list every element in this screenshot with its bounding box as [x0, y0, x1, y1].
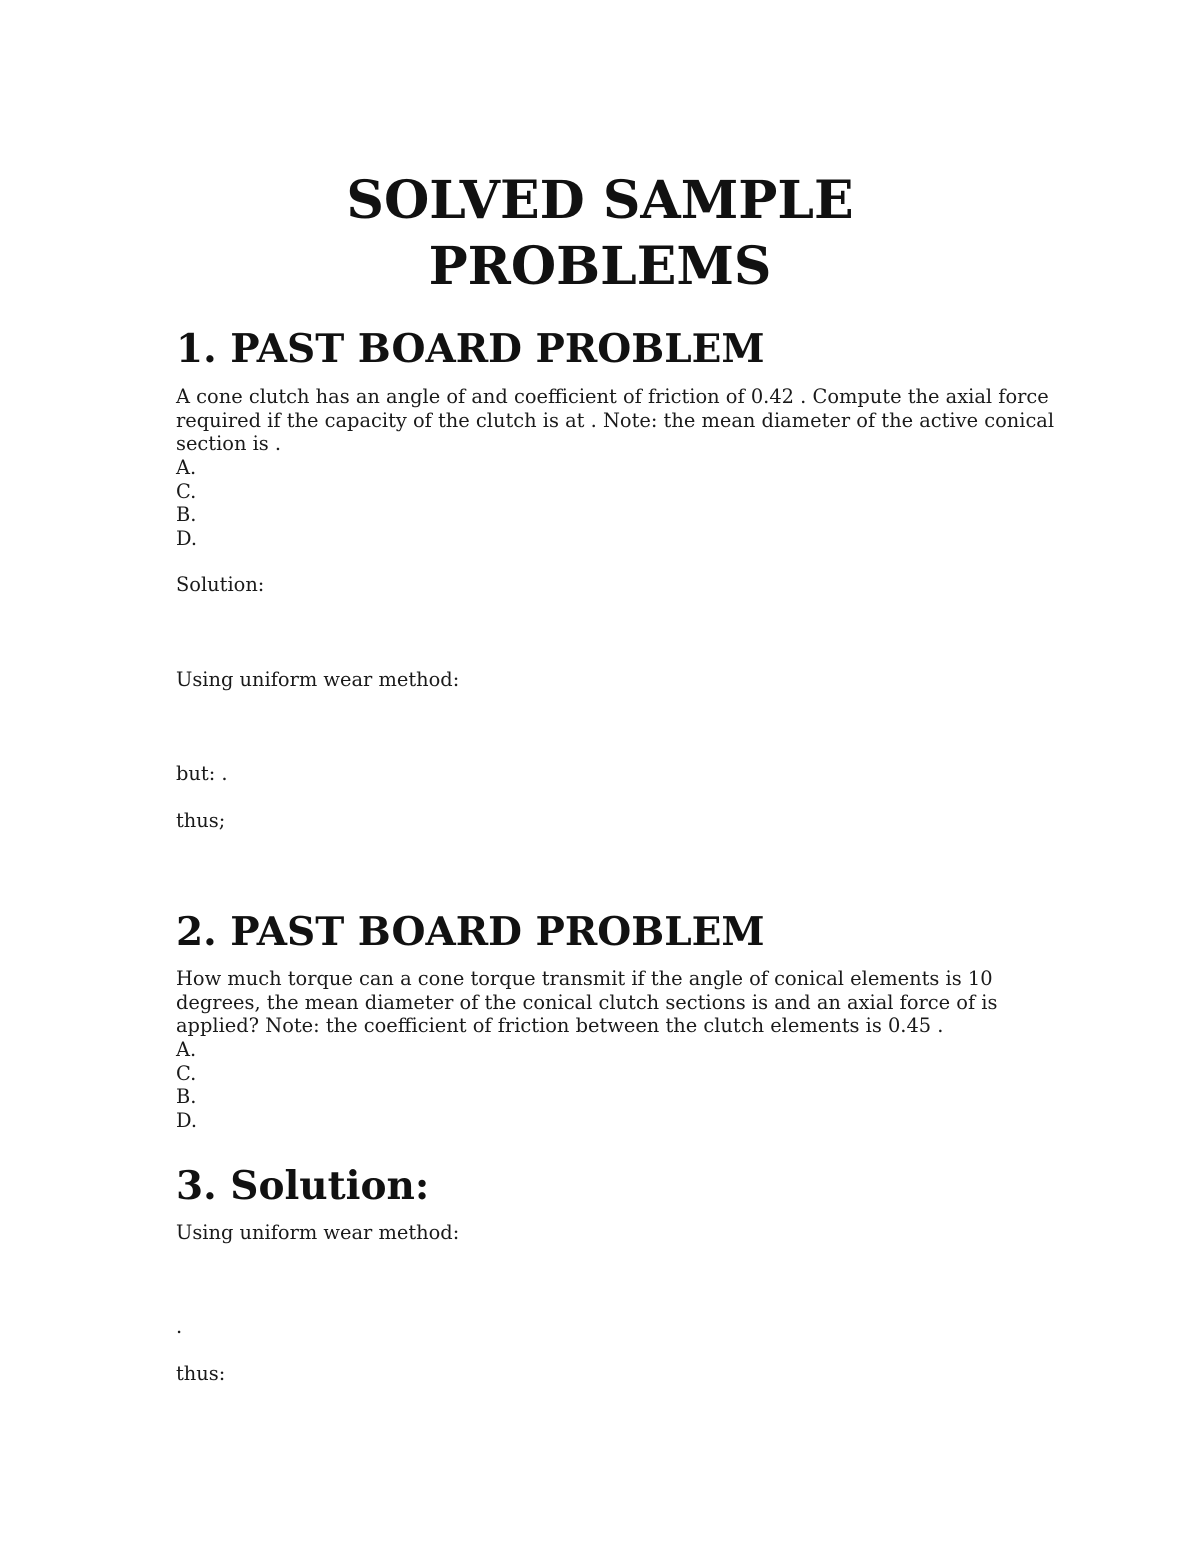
section-3-dot: .	[176, 1315, 183, 1338]
choice-label: B.	[176, 503, 197, 526]
problem-2-statement-line: How much torque can a cone torque transmit if the angle of conical elements is 10	[176, 967, 993, 990]
choice-label: D.	[176, 1108, 198, 1132]
choice-label: D.	[176, 526, 198, 550]
problem-2-statement-line: degrees, the mean diameter of the conical clutch sections is and an axial force of is	[176, 990, 998, 1014]
title-line-2: PROBLEMS	[428, 236, 772, 297]
problem-2-choices	[176, 1038, 1026, 1132]
choice-label: A.	[176, 1038, 197, 1061]
choice-label: C.	[176, 479, 197, 503]
problem-1-statement-line: A cone clutch has an angle of and coefficient of friction of 0.42 . Compute the axial force	[176, 385, 1049, 408]
problem-1-statement-line: required if the capacity of the clutch is at . Note: the mean diameter of the active conical	[176, 408, 1055, 432]
section-3-thus-label: thus:	[176, 1362, 226, 1385]
section-3-heading: 3. Solution:	[176, 1163, 430, 1209]
choice-label: A.	[176, 456, 197, 479]
choice-label: C.	[176, 1061, 197, 1085]
problem-2-statement-line: applied? Note: the coefficient of friction between the clutch elements is 0.45 .	[176, 1014, 944, 1037]
choice-label: B.	[176, 1085, 197, 1108]
document-title	[0, 168, 1200, 300]
problem-1-choices	[176, 456, 1026, 550]
problem-1-thus-label: thus;	[176, 809, 226, 832]
problem-1-solution-label: Solution:	[176, 573, 265, 596]
problem-1-statement	[176, 385, 1055, 456]
problem-1-method-label: Using uniform wear method:	[176, 668, 460, 691]
section-3-method-label: Using uniform wear method:	[176, 1221, 460, 1244]
title-line-1: SOLVED SAMPLE	[346, 170, 854, 231]
problem-1-heading: 1. PAST BOARD PROBLEM	[176, 326, 765, 372]
problem-1-but-label: but: .	[176, 762, 228, 785]
problem-1-statement-line: section is .	[176, 432, 282, 455]
problem-2-statement	[176, 967, 1026, 1038]
problem-2-heading: 2. PAST BOARD PROBLEM	[176, 909, 765, 955]
